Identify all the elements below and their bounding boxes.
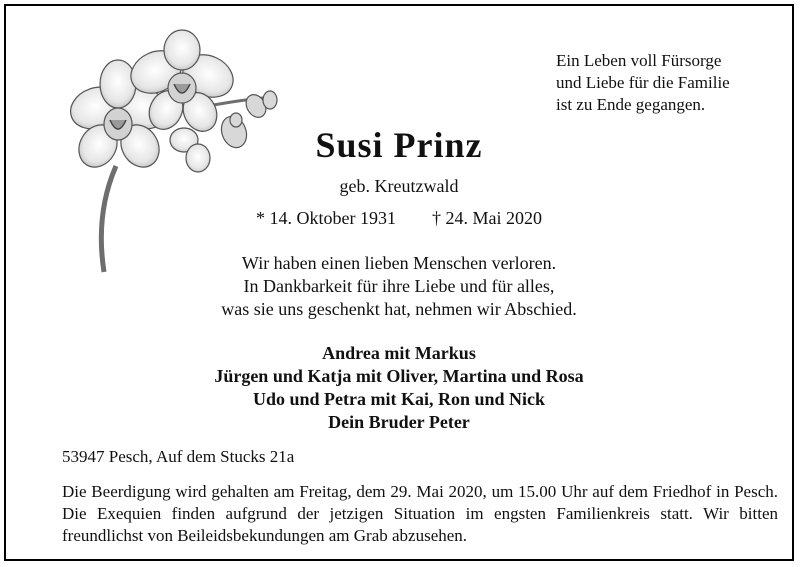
quote-line: und Liebe für die Familie xyxy=(556,73,730,92)
obituary-notice xyxy=(4,4,794,561)
death-date: † 24. Mai 2020 xyxy=(431,208,542,228)
message-line: was sie uns geschenkt hat, nehmen wir Abschied. xyxy=(221,299,577,319)
deceased-name: Susi Prinz xyxy=(315,125,483,165)
birth-date: * 14. Oktober 1931 xyxy=(256,208,396,228)
funeral-info: Die Beerdigung wird gehalten am Freitag, dem 29. Mai 2020, um 15.00 Uhr auf dem Friedhof in Pesch. Die Exequien finden aufgrund der jetzigen Situation im engsten Familienkreis statt. Wir bitten freundlichst von Beileidsbekundungen am Grab abzusehen. xyxy=(62,482,778,545)
farewell-message xyxy=(6,252,792,321)
quote-line: ist zu Ende gegangen. xyxy=(556,95,706,114)
mourner-line: Udo und Petra mit Kai, Ron und Nick xyxy=(252,389,546,409)
mourner-line: Andrea mit Markus xyxy=(322,343,476,363)
birth-name: geb. Kreutzwald xyxy=(339,176,459,196)
life-dates xyxy=(6,208,792,229)
memorial-quote xyxy=(556,50,776,116)
mourner-line: Dein Bruder Peter xyxy=(328,412,470,432)
message-line: In Dankbarkeit für ihre Liebe und für alles, xyxy=(243,276,555,296)
quote-line: Ein Leben voll Fürsorge xyxy=(556,51,722,70)
mourner-line: Jürgen und Katja mit Oliver, Martina und Rosa xyxy=(214,366,584,386)
family-address: 53947 Pesch, Auf dem Stucks 21a xyxy=(62,447,295,466)
message-line: Wir haben einen lieben Menschen verloren. xyxy=(241,253,557,273)
mourners-list xyxy=(6,342,792,434)
